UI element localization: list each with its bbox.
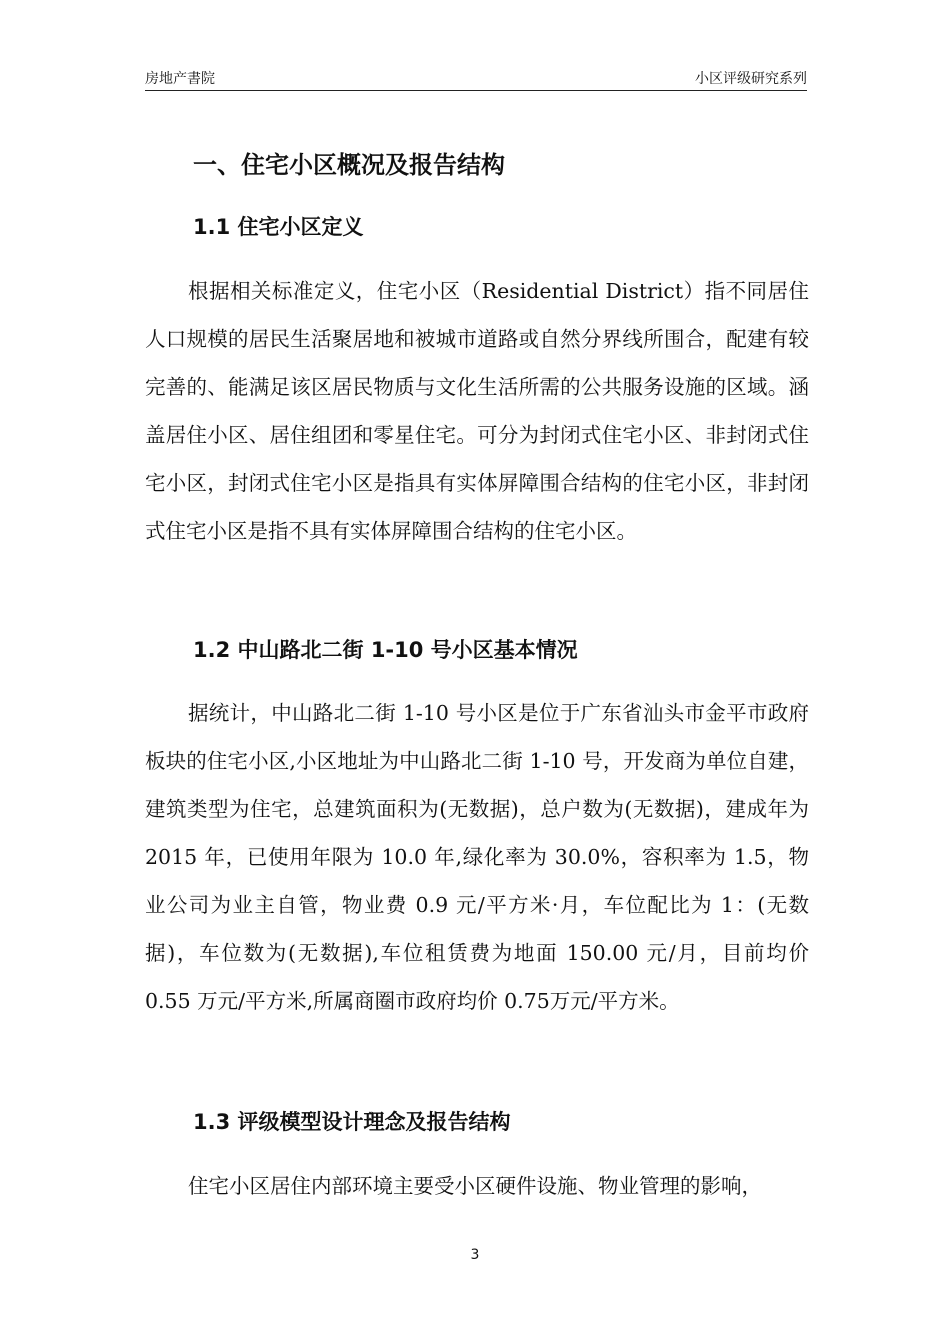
chapter-title: 一、住宅小区概况及报告结构 [193,151,505,179]
header-series: 小区评级研究系列 [695,71,807,87]
page-header [145,64,807,91]
section-paragraph-1-1: 根据相关标准定义，住宅小区（Residential District）指不同居住人口规模的居民生活聚居地和被城市道路或自然分界线所围合，配建有较完善的、能满足该区居民物质与文化生活所需的公共服务设施的区域。涵盖居住小区、居住组团和零星住宅。可分为封闭式住宅小区、非封闭式住宅小区，封闭式住宅小区是指具有实体屏障围合结构的住宅小区，非封闭式住宅小区是指不具有实体屏障围合结构的住宅小区。 [145,279,809,543]
section-paragraph-1-2: 据统计，中山路北二街 1-10 号小区是位于广东省汕头市金平市政府板块的住宅小区,小区地址为中山路北二街 1-10 号，开发商为单位自建，建筑类型为住宅，总建筑面积为(无数据)，总户数为(无数据)，建成年为 2015 年，已使用年限为 10.0 年,绿化率为 30.0%，容积率为 1.5，物业公司为业主自管，物业费 0.9 元/平方米·月，车位配比为 1：(无数据)，车位数为(无数据),车位租赁费为地面 150.00 元/月，目前均价 0.55 万元/平方米,所属商圈市政府均价 0.75万元/平方米。 [145,701,809,1013]
section-title-1-3: 1.3 评级模型设计理念及报告结构 [193,1110,511,1134]
page-number: 3 [470,1247,480,1263]
section-title-1-1: 1.1 住宅小区定义 [193,215,364,239]
section-title-1-2: 1.2 中山路北二街 1-10 号小区基本情况 [193,638,578,662]
header-publisher: 房地产書院 [145,71,215,87]
section-paragraph-1-3: 住宅小区居住内部环境主要受小区硬件设施、物业管理的影响， [188,1174,762,1198]
